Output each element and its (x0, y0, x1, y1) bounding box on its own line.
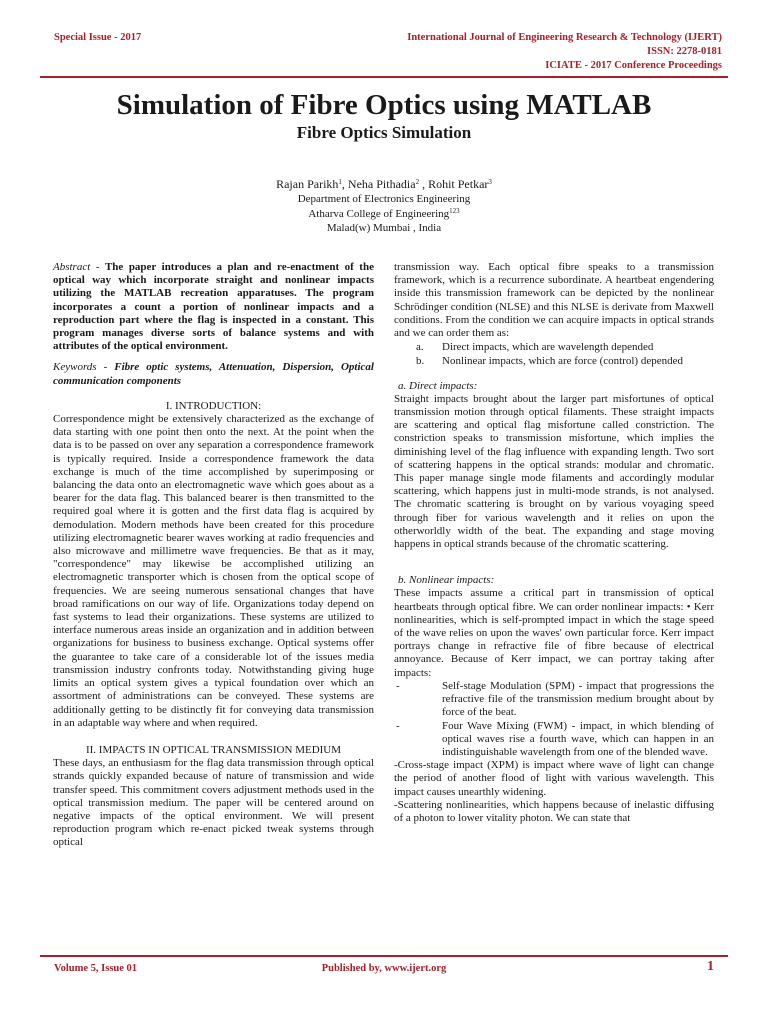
author-list (0, 176, 768, 192)
list-item: - Four Wave Mixing (FWM) - impact, in which blending of optical waves rise a fourth wave, which can happen in an indistinguishable wavelength from one of the blended wave. (396, 719, 714, 758)
footer-publisher: Published by, www.ijert.org (321, 963, 447, 974)
list-item: b. Nonlinear impacts, which are force (control) depended (416, 355, 683, 368)
header-journal-info (407, 31, 722, 73)
author-sup: 1 (338, 178, 342, 186)
direct-impacts-text: Straight impacts brought about the larger part misfortunes of optical transmission motion through optical filaments. These straight impacts are scattering and optical flag misfortune called constriction. The constriction speaks to transmission misfortune, which implies the diminishing level of the flag influence with expanding length. Two sort of scattering happens in the optical strands: modular and chromatic. This paper manage single mode filaments and accordingly modular scattering, which happens just in multi-mode strands, is not analysed. The chromatic scattering is brought on by various voyaging speed through fiber for various wavelength and it relies on upon the otherworldly width of the beat. The expanding and stage moving happens in optical strands because of the chromatic scattering. (394, 392, 714, 551)
journal-issn: ISSN: 2278-0181 (647, 46, 722, 57)
transmission-intro: transmission way. Each optical fibre speaks to a transmission framework, which is a recurrence subordinate. A heartbeat engendering inside this transmission framework can be depicted by the nonlinear Schrödinger condition (NLSE) and this NLSE is derivate from Maxwell conditions. From the condition we can acquire impacts in optical strands and we can order them as: (394, 261, 714, 340)
list-item: a. Direct impacts, which are wavelength depended (416, 341, 654, 354)
author-name: , Neha Pithadia (341, 177, 416, 191)
section-heading-impacts: II. IMPACTS IN OPTICAL TRANSMISSION MEDIUM (85, 743, 342, 756)
paper-title: Simulation of Fibre Optics using MATLAB (116, 89, 652, 121)
scattering-text: -Scattering nonlinearities, which happens because of inelastic diffusing of a photon to lower vitality photon. We can state that (394, 798, 714, 824)
subsection-heading-nonlinear: b. Nonlinear impacts: (398, 574, 495, 587)
impacts-text: These days, an enthusiasm for the flag data transmission through optical strands quickly expanded because of nature of transmission and wide transfer speed. This commitment covers adjustment methods used in the optical transmission medium. The paper will be centered around on negative impacts of the optical environment. We will present reproduction program which re-enact picked tweak systems through optical (53, 757, 374, 849)
page-number: 1 (707, 959, 714, 974)
affiliation-dept: Department of Electronics Engineering (297, 193, 471, 205)
affiliation (0, 192, 768, 236)
right-column (394, 261, 714, 825)
keywords-label: Keywords - (53, 361, 115, 374)
author-sup: 3 (488, 178, 492, 186)
author-name: , Rohit Petkar (419, 177, 489, 191)
left-column (53, 261, 374, 850)
nonlinear-impacts-text: These impacts assume a critical part in transmission of optical heartbeats through optical fibre. We can order nonlinear impacts: • Kerr nonlinearities, which is self-prompted impact in which the stage speed of the wave relies on upon the waves' own particular force. Kerr impact portrays change in refractive file of fibre because of electrical annoyance. Because of Kerr impact, we can portray taking after impacts: (394, 587, 714, 679)
header-special-issue: Special Issue - 2017 (54, 32, 142, 43)
affiliation-college: Atharva College of Engineering$^{123}$ (308, 206, 460, 220)
abstract-text: The paper introduces a plan and re-enactment of the optical way which incorporate straight and nonlinear impacts utilizing the MATLAB recreation apparatuses. The program incorporates a count a portion of nonlinear impacts and a reproduction part where the flag is inspected in a constant. This program manages diverse sorts of balance systems and with attributes of the optical environment. (53, 261, 374, 353)
xpm-text: -Cross-stage impact (XPM) is impact where wave of light can change the period of another flood of light with various wavelength. This impact causes unearthly widening. (394, 759, 714, 798)
abstract-label: Abstract - (53, 261, 105, 273)
list-item: - Self-stage Modulation (SPM) - impact that progressions the refractive file of the transmission medium brought about by force of the beat. (396, 679, 714, 719)
abstract (53, 261, 374, 353)
header-rule (40, 76, 728, 78)
paper-subtitle: Fibre Optics Simulation (296, 123, 472, 142)
author-sup: 2 (415, 178, 420, 186)
introduction-text: Correspondence might be extensively characterized as the exchange of data starting with one point then onto the next. At the point when the data is to be passed on over any separation a correspondence framework is typically required. Inside a correspondence framework the data exchange is much of the time accomplished by superimposing or balancing the data onto an electromagnetic wave which goes about as a bearer for the data flag. This balanced bearer is then transmitted to the required goal where it is gotten and the first data flag is acquired by demodulation. Modern methods have been created for this procedure utilizing electromagnetic bearer waves working at radio frequencies and also microwave and millimetre wave frequencies. Be that as it may, "correspondence" may likewise be accomplished utilizing an electromagnetic transporter which is chosen from the optical scope of frequencies. We are seeing numerous sensational changes that have broad ramifications on our way of life. Organizations today depend on fast systems to lead their organizations. These systems are utilized to interface numerous areas inside an organization and in addition between organizations for business to business exchange. Optical systems offer the guarantee to take care of a considerable lot of the issues media transmission industry confronts today. Notwithstanding giving huge limits an optical system gives a typical foundation over which an assortment of administrations can be conveyed. These systems are additionally getting to be distinctly fit for conveying data transmission in an adaptable way where and when required. (53, 413, 374, 729)
author-name: Rajan Parikh (276, 177, 339, 191)
footer-rule (40, 955, 728, 957)
keywords (53, 361, 374, 387)
affiliation-city: Malad(w) Mumbai , India (326, 222, 442, 234)
keywords-text: Fibre optic systems, Attenuation, Dispersion, Optical communication components (53, 361, 374, 387)
footer-volume: Volume 5, Issue 01 (54, 963, 138, 974)
section-heading-introduction: I. INTRODUCTION: (165, 399, 262, 412)
subsection-heading-direct: a. Direct impacts: (398, 379, 478, 392)
journal-name: International Journal of Engineering Research & Technology (IJERT) (407, 32, 722, 43)
conference-proceedings: ICIATE - 2017 Conference Proceedings (545, 60, 722, 71)
